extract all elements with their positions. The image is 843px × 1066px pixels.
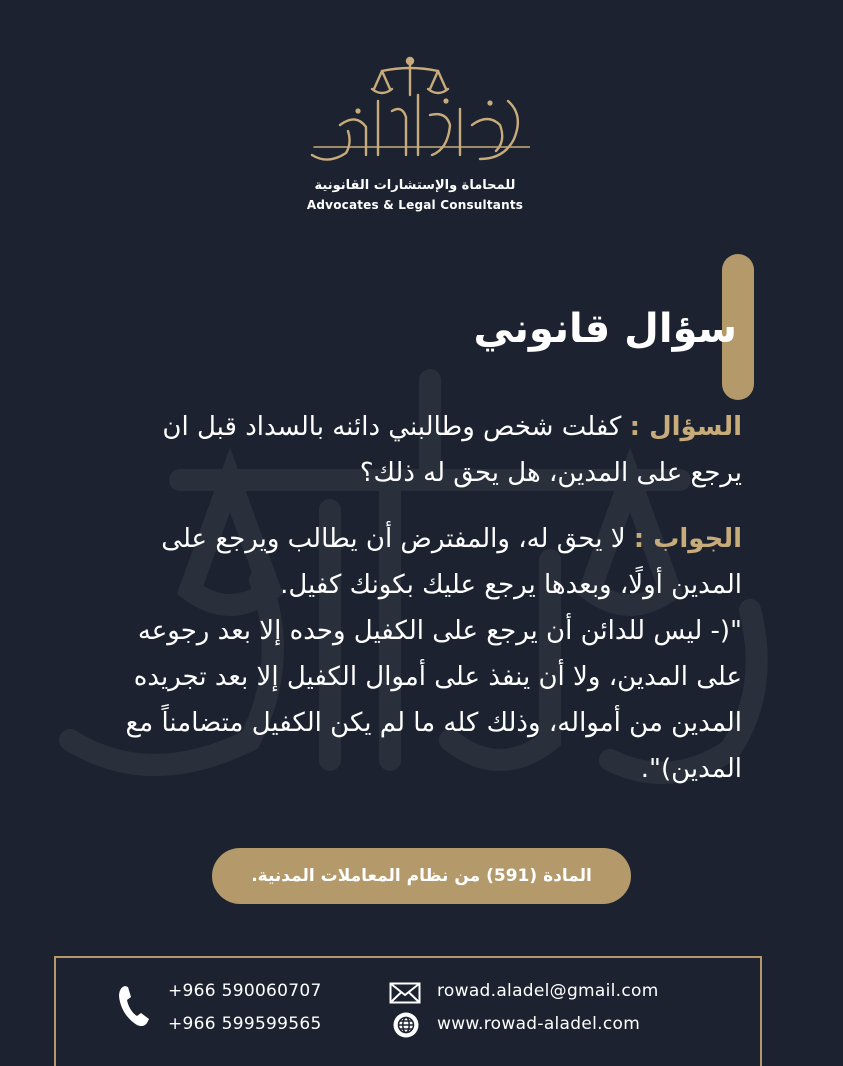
phone-number-1[interactable]: +966 590060707 [168, 981, 322, 1001]
contact-footer [54, 956, 762, 1066]
phone-icon [117, 984, 151, 1028]
question-text: كفلت شخص وطالبني دائنه بالسداد قبل ان يرجع على المدين، هل يحق له ذلك؟ [162, 412, 742, 488]
email-link[interactable]: rowad.aladel@gmail.com [437, 981, 659, 1001]
answer-label: الجواب : [633, 524, 742, 554]
answer-block [110, 516, 742, 792]
phone-number-2[interactable]: +966 599599565 [168, 1014, 322, 1034]
question-block [110, 404, 742, 496]
answer-text: لا يحق له، والمفترض أن يطالب ويرجع على المدين أولًا، وبعدها يرجع عليك بكونك كفيل. [161, 524, 742, 600]
page-title: سؤال قانوني [473, 306, 737, 352]
website-link[interactable]: www.rowad-aladel.com [437, 1014, 641, 1034]
answer-quote: "(- ليس للدائن أن يرجع على الكفيل وحده إلا بعد رجوعه على المدين، ولا أن ينفذ على أموال الكفيل إلا بعد تجريده المدين من أمواله، وذلك كله ما لم يكن الكفيل متضامناً مع المدين)". [125, 616, 742, 784]
envelope-icon [389, 982, 421, 1004]
globe-icon [393, 1012, 419, 1038]
brand-tagline-ar: للمحاماة والإستشارات القانونية [314, 178, 516, 193]
logo-scales-icon [300, 55, 530, 165]
article-reference-badge: المادة (591) من نظام المعاملات المدنية. [212, 848, 631, 904]
question-label: السؤال : [629, 412, 742, 442]
brand-tagline-en: Advocates & Legal Consultants [306, 198, 524, 212]
